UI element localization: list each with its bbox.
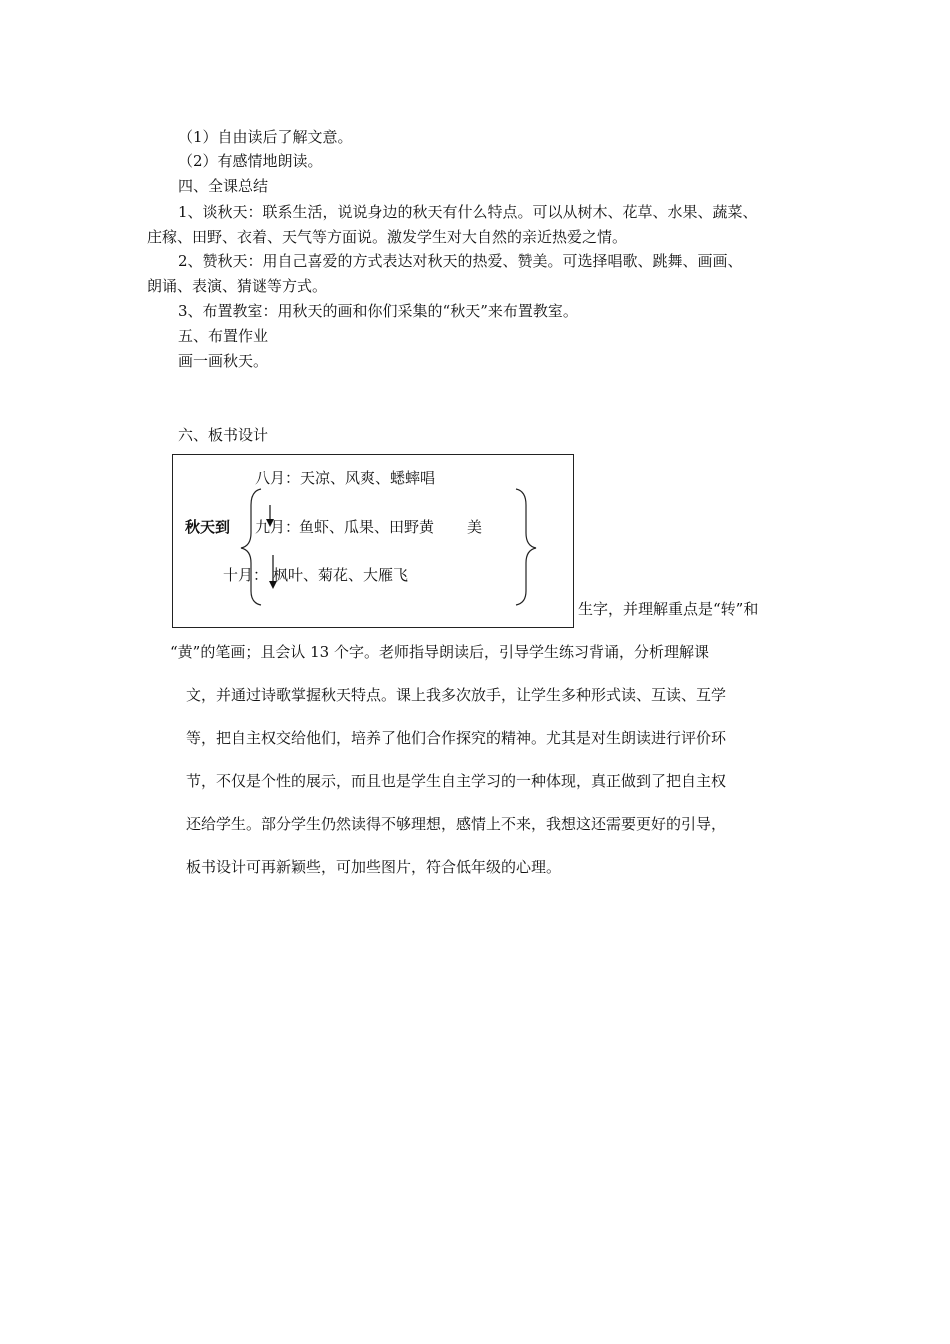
left-brace: [241, 489, 261, 605]
step-2-line: （2）有感情地朗读。: [178, 152, 323, 170]
section-5-heading: 五、布置作业: [178, 327, 269, 345]
reflection-line-7: 板书设计可再新颖些，可加些图片，符合低年级的心理。: [186, 858, 562, 876]
board-month-10: 枫叶、菊花、大雁飞: [273, 566, 409, 584]
summary-item-2-cont: 朗诵、表演、猜谜等方式。: [147, 277, 328, 295]
right-brace: [516, 489, 536, 605]
reflection-line-3: 文，并通过诗歌掌握秋天特点。课上我多次放手，让学生多种形式读、互读、互学: [186, 686, 727, 704]
reflection-line-4: 等，把自主权交给他们，培养了他们合作探究的精神。尤其是对生朗读进行评价环: [186, 729, 727, 747]
board-praise: 美: [467, 518, 483, 536]
board-month-9: 鱼虾、瓜果、田野黄: [299, 518, 435, 536]
reflection-line-1: 生字，并理解重点是“转”和: [578, 600, 759, 618]
summary-item-1: 1、谈秋天：联系生活，说说身边的秋天有什么特点。可以从树木、花草、水果、蔬菜、: [178, 203, 758, 221]
board-title: 秋天到: [185, 518, 231, 536]
summary-item-3: 3、布置教室：用秋天的画和你们采集的“秋天”来布置教室。: [178, 302, 578, 320]
reflection-line-6: 还给学生。部分学生仍然读得不够理想，感情上不来，我想这还需要更好的引导，: [186, 815, 727, 833]
section-4-heading: 四、全课总结: [178, 177, 269, 195]
section-6-heading: 六、板书设计: [178, 426, 269, 444]
summary-item-1-cont: 庄稼、田野、衣着、天气等方面说。激发学生对大自然的亲近热爱之情。: [147, 228, 628, 246]
reflection-line-2: “黄”的笔画；且会认 13 个字。老师指导朗读后，引导学生练习背诵，分析理解课: [170, 643, 709, 661]
board-month-9-prefix: 九月：: [255, 518, 301, 536]
homework-text: 画一画秋天。: [178, 352, 269, 370]
board-month-10-prefix: 十月：: [223, 566, 269, 584]
board-month-8: 八月：天凉、风爽、蟋蟀唱: [255, 469, 436, 487]
summary-item-2: 2、赞秋天：用自己喜爱的方式表达对秋天的热爱、赞美。可选择唱歌、跳舞、画画、: [178, 252, 743, 270]
reflection-line-5: 节，不仅是个性的展示，而且也是学生自主学习的一种体现，真正做到了把自主权: [186, 772, 727, 790]
step-1-line: （1）自由读后了解文意。: [178, 128, 353, 146]
blackboard-design-box: [172, 454, 574, 628]
